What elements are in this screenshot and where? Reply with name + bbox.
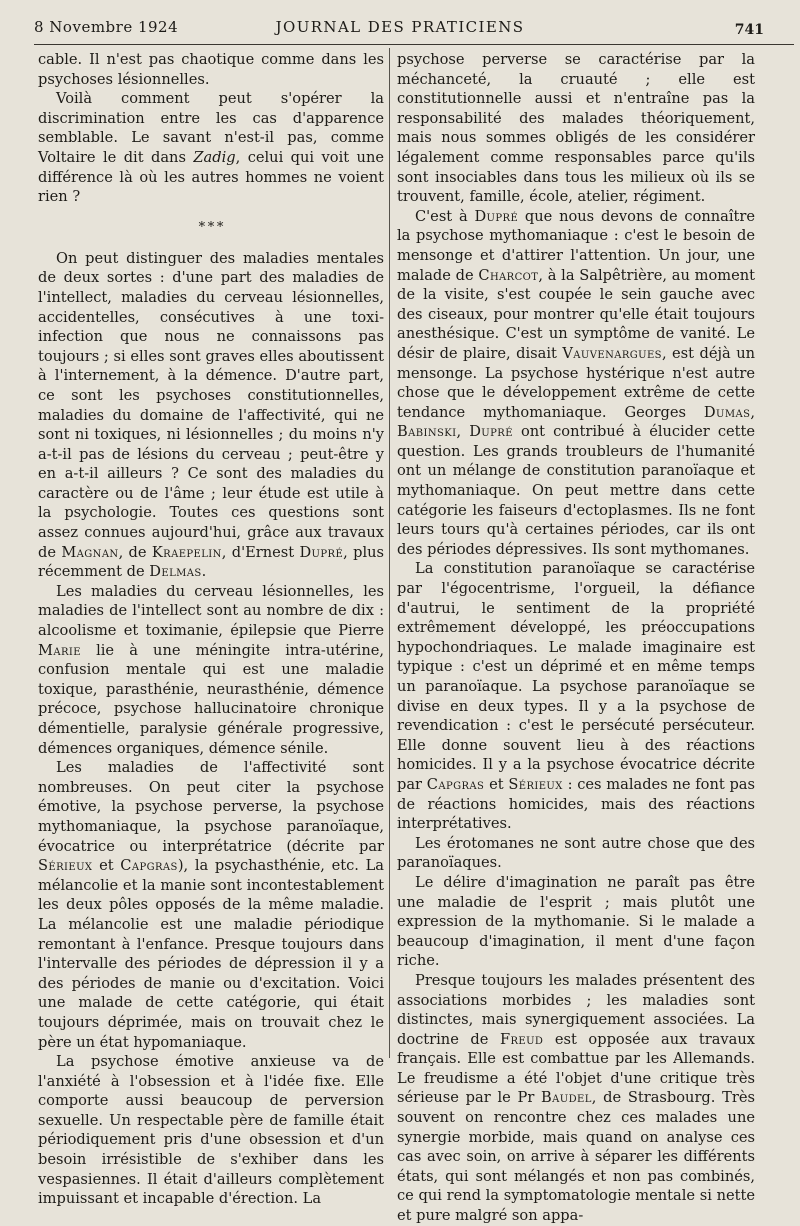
author-name: Sérieux [38,857,93,875]
asterism-separator: * * * [198,219,224,235]
page-number: 741 [734,22,764,38]
italic-title: Zadig [193,148,236,166]
author-name: Capgras [120,857,178,875]
paragraph: psychose perverse se caractérise par la méchanceté, la cruauté ; elle est constitutionnelle aussi et n'entraîne pas la responsabilité des malades théoriquement, mais nous sommes obligés de les considérer légalement comme responsables parce qu'ils sont insociables dans tous les milieux où ils se trouvent, famille, école, atelier, régiment. [397,51,755,206]
author-name: Kraepelin [151,543,222,561]
author-name: Babinski [397,423,457,441]
paragraph: La psychose émotive anxieuse va de l'anxiété à l'obsession et à l'idée fixe. Elle comporte aussi beaucoup de perversion sexuelle. Un respectable père de famille était périodiquement pris d'une obsession et d'un besoin irrésistible de s'exhiber dans les vespasiennes. Il était d'ailleurs complètement impuissant et incapable d'érection. La [38,1053,384,1208]
author-name: Vauvenargues [562,344,662,362]
author-name: Sérieux [508,775,563,793]
paragraph: La constitution paranoïaque se caractérise par l'égocentrisme, l'orgueil, la défiance d'autrui, le sentiment de la propriété extrêmement développé, les préoccupations hypochondriaques. Le malade imaginaire est typique : c'est un déprimé et en même temps un paranoïaque. La psychose paranoïaque se divise en deux types. Il y a la psychose de revendication : c'est le persécuté persécuteur. Elle donne souvent lieu à des réactions homicides. Il y a la psychose évocatrice décrite par Capgras et Sérieux : ces malades ne font pas de réactions homicides, mais des réactions interprétatives. [397,560,756,833]
column-divider [389,48,390,1058]
left-column [38,50,384,1209]
paragraph: Le délire d'imagination ne paraît pas être une maladie de l'esprit ; mais plutôt une expression de la mythomanie. Si le malade a beaucoup d'imagination, il ment d'une façon riche. [397,873,755,970]
author-name: Dumas [703,403,751,421]
paragraph: Les maladies de l'affectivité sont nombreuses. On peut citer la psychose émotive, la psychose perverse, la psychose mythomaniaque, la psychose paranoïaque, évocatrice ou interprétatrice (décrite par Sérieux et Capgras), la psychasthénie, etc. La mélancolie et la manie sont incontestablement les deux pôles opposés de la même maladie. La mélancolie est une maladie périodique remontant à l'enfance. Presque toujours dans l'intervalle des périodes de dépression il y a des périodes de manie ou d'excitation. Voici une malade de cette catégorie, qui était toujours déprimée, mais on trouvait chez le père un état hypomaniaque. [38,759,385,1051]
author-name: Delmas [149,563,202,581]
header-rule [34,44,794,45]
paragraph: Voilà comment peut s'opérer la discrimination entre les cas d'apparence semblable. Le savant n'est-il pas, comme Voltaire le dit dans Zadig, celui qui voit une différence là où les autres hommes ne voient rien ? [38,90,384,206]
author-name: Dupré [469,423,513,441]
author-name: Dupré [299,543,344,561]
paragraph: Les maladies du cerveau lésionnelles, les maladies de l'intellect sont au nombre de dix : alcoolisme et toximanie, épilepsie que Pierre Marie lie à une méningite intra-utérine, confusion mentale qui est une maladie toxique, parasthénie, neurasthénie, démence précoce, psychose hallucinatoire chronique démentielle, paralysie générale progressive, démences organiques, démence sénile. [38,582,384,757]
paragraph: cable. Il n'est pas chaotique comme dans les psychoses lésionnelles. [38,51,384,88]
journal-title: JOURNAL DES PRATICIENS [275,18,525,36]
paragraph: Les érotomanes ne sont autre chose que des paranoïaques. [397,834,755,872]
author-name: Baudel [541,1089,592,1107]
author-name: Marie [38,641,81,659]
author-name: Charcot [478,266,539,284]
paragraph: On peut distinguer des maladies mentales de deux sortes : d'une part des maladies de l'intellect, maladies du cerveau lésionnelles, accidentelles, consécutives à une toxi-infection que nous ne connaissons pas toujours ; si elles sont graves elles aboutissent à l'internement, à la démence. D'autre part, ce sont les psychoses constitutionnelles, maladies du domaine de l'affectivité, qui ne sont ni toxiques, ni lésionnelles ; du moins n'y a-t-il pas de lésions du cerveau ; peut-être y en a-t-il ailleurs ? Ce sont des maladies du caractère ou de l'âme ; leur étude est utile à la psychologie. Toutes ces questions sont assez connues aujourd'hui, grâce aux travaux de Magnan, de Kraepelin, d'Ernest Dupré, plus récemment de Delmas. [38,249,384,581]
author-name: Freud [499,1030,544,1048]
author-name: Dupré [474,207,519,225]
issue-date: 8 Novembre 1924 [34,18,179,36]
paragraph: C'est à Dupré que nous devons de connaître la psychose mythomaniaque : c'est le besoin de mensonge et d'attirer l'attention. Un jour, une malade de Charcot, à la Salpêtrière, au moment de la visite, s'est coupée le sein gauche avec des ciseaux, pour montrer qu'elle était toujours anesthésique. C'est un symptôme de vanité. Le désir de plaire, disait Vauvenargues, est déjà un mensonge. La psychose hystérique n'est autre chose que le développement extrême de cette tendance mythomaniaque. Georges Dumas, Babinski, Dupré ont contribué à élucider cette question. Les grands troubleurs de l'humanité ont un mélange de constitution paranoïaque et mythomaniaque. On peut mettre dans cette catégorie les faiseurs d'ectoplasmes. Ils ne font leurs tours qu'à certaines périodes, car ils ont des périodes dépressives. Ils sont mythomanes. [397,207,756,558]
paragraph: Presque toujours les malades présentent des associations morbides ; les maladies sont distinctes, mais synergiquement associées. La doctrine de Freud est opposée aux travaux français. Elle est combattue par les Allemands. Le freudisme a été l'objet d'une critique très sérieuse par le Pr Baudel, de Strasbourg. Très souvent on rencontre chez ces malades une synergie morbide, mais quand on analyse ces cas avec soin, on arrive à séparer les différents états, qui sont mélangés et non pas combinés, ce qui rend la symptomatologie mentale si nette et pure malgré son appa- [397,971,756,1225]
right-column [397,50,755,1226]
author-name: Magnan [61,543,119,561]
author-name: Capgras [426,775,485,793]
